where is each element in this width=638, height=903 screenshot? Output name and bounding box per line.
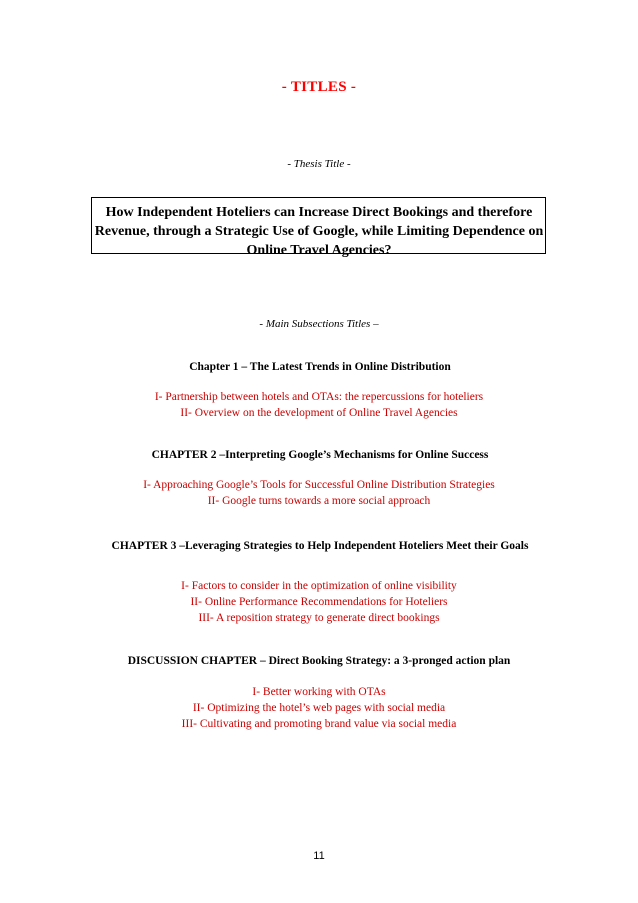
chapter-2-title: CHAPTER 2 –Interpreting Google’s Mechanisms for Online Success bbox=[151, 449, 489, 461]
subsection-item: II- Overview on the development of Online Travel Agencies bbox=[180, 407, 458, 419]
subsection-item: II- Online Performance Recommendations for Hoteliers bbox=[190, 596, 448, 608]
subsection-item: I- Better working with OTAs bbox=[252, 686, 386, 698]
thesis-title: How Independent Hoteliers can Increase Direct Bookings and therefore Revenue, through a Strategic Use of Google, while Limiting Dependence on Online Travel Agencies? bbox=[94, 205, 544, 258]
chapter-1-subsections bbox=[80, 389, 558, 421]
discussion-chapter-subsections bbox=[80, 684, 558, 732]
subsection-item: III- A reposition strategy to generate direct bookings bbox=[198, 612, 440, 624]
thesis-title-label: - Thesis Title - bbox=[287, 158, 351, 170]
subsection-item: III- Cultivating and promoting brand value via social media bbox=[181, 718, 457, 730]
chapter-3-title: CHAPTER 3 –Leveraging Strategies to Help Independent Hoteliers Meet their Goals bbox=[111, 540, 529, 552]
subsection-item: I- Partnership between hotels and OTAs: the repercussions for hoteliers bbox=[154, 391, 484, 403]
page-title: - TITLES - bbox=[281, 79, 357, 95]
discussion-chapter-title: DISCUSSION CHAPTER – Direct Booking Strategy: a 3-pronged action plan bbox=[127, 655, 511, 667]
chapter-3-subsections bbox=[80, 578, 558, 626]
subsection-item: I- Approaching Google’s Tools for Successful Online Distribution Strategies bbox=[143, 479, 495, 491]
subsection-item: I- Factors to consider in the optimization of online visibility bbox=[181, 580, 457, 592]
chapter-2-subsections bbox=[80, 477, 558, 509]
subsection-item: II- Optimizing the hotel’s web pages with social media bbox=[192, 702, 446, 714]
subsections-label: - Main Subsections Titles – bbox=[259, 318, 379, 330]
subsection-item: II- Google turns towards a more social approach bbox=[207, 495, 431, 507]
page-number: 11 bbox=[313, 850, 325, 862]
chapter-1-title: Chapter 1 – The Latest Trends in Online Distribution bbox=[189, 361, 451, 373]
